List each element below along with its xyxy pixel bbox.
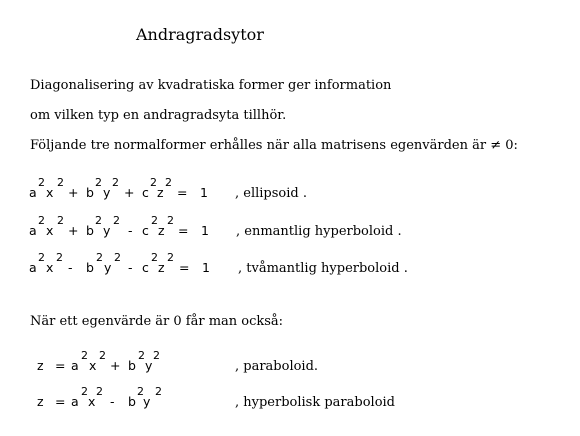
var-y: y <box>145 358 153 373</box>
exponent: 2 <box>165 176 172 189</box>
var-x: x <box>46 260 54 275</box>
surface-label: , ellipsoid . <box>235 186 307 201</box>
exponent: 2 <box>155 385 162 398</box>
exponent: 2 <box>113 214 120 227</box>
coef-c: c <box>142 260 149 275</box>
operator: - <box>68 260 73 275</box>
page-title: Andragradsytor <box>136 25 264 44</box>
equals-sign: = <box>179 260 190 275</box>
exponent: 2 <box>138 349 145 362</box>
operator: + <box>124 185 135 200</box>
rhs-value: 1 <box>201 223 209 238</box>
rhs-value: 1 <box>202 260 210 275</box>
var-x: x <box>46 223 54 238</box>
var-z: z <box>158 223 165 238</box>
var-y: y <box>103 185 111 200</box>
exponent: 2 <box>150 176 157 189</box>
exponent: 2 <box>57 176 64 189</box>
exponent: 2 <box>38 214 45 227</box>
coef-a: a <box>29 223 37 238</box>
exponent: 2 <box>38 251 45 264</box>
equals-sign: = <box>55 358 66 373</box>
coef-b: b <box>86 223 94 238</box>
operator: - <box>128 223 133 238</box>
operator: + <box>68 185 79 200</box>
exponent: 2 <box>114 251 121 264</box>
coef-b: b <box>86 260 94 275</box>
exponent: 2 <box>167 251 174 264</box>
var-z: z <box>37 358 44 373</box>
exponent: 2 <box>57 214 64 227</box>
zero-eigenvalue-text: När ett egenvärde är 0 får man också: <box>30 314 284 329</box>
coef-b: b <box>86 185 94 200</box>
var-x: x <box>89 358 97 373</box>
surface-label: , tvåmantlig hyperboloid . <box>238 261 408 276</box>
exponent: 2 <box>153 349 160 362</box>
var-z: z <box>37 394 44 409</box>
equals-sign: = <box>178 223 189 238</box>
coef-c: c <box>142 185 149 200</box>
var-x: x <box>88 394 96 409</box>
operator: + <box>110 358 121 373</box>
rhs-value: 1 <box>200 185 208 200</box>
var-z: z <box>158 260 165 275</box>
exponent: 2 <box>81 349 88 362</box>
operator: + <box>68 223 79 238</box>
exponent: 2 <box>137 385 144 398</box>
exponent: 2 <box>81 385 88 398</box>
var-y: y <box>104 260 112 275</box>
exponent: 2 <box>112 176 119 189</box>
exponent: 2 <box>99 349 106 362</box>
surface-label: , enmantlig hyperboloid . <box>236 224 402 239</box>
exponent: 2 <box>96 251 103 264</box>
exponent: 2 <box>151 251 158 264</box>
exponent: 2 <box>38 176 45 189</box>
coef-b: b <box>128 358 136 373</box>
exponent: 2 <box>167 214 174 227</box>
coef-a: a <box>71 394 79 409</box>
intro-line-1: Diagonalisering av kvadratiska former ger information <box>30 78 392 93</box>
equals-sign: = <box>55 394 66 409</box>
var-y: y <box>143 394 151 409</box>
var-x: x <box>46 185 54 200</box>
surface-label: , hyperbolisk paraboloid <box>235 395 396 410</box>
intro-line-3: Följande tre normalformer erhålles när alla matrisens egenvärden är ≠ 0: <box>30 138 518 153</box>
coef-a: a <box>71 358 79 373</box>
coef-b: b <box>128 394 136 409</box>
exponent: 2 <box>95 176 102 189</box>
exponent: 2 <box>95 214 102 227</box>
coef-a: a <box>29 260 37 275</box>
coef-a: a <box>29 185 37 200</box>
operator: - <box>110 394 115 409</box>
surface-label: , paraboloid. <box>235 359 319 374</box>
coef-c: c <box>142 223 149 238</box>
var-z: z <box>157 185 164 200</box>
exponent: 2 <box>151 214 158 227</box>
intro-line-2: om vilken typ en andragradsyta tillhör. <box>30 108 287 123</box>
exponent: 2 <box>56 251 63 264</box>
operator: - <box>128 260 133 275</box>
var-y: y <box>103 223 111 238</box>
exponent: 2 <box>96 385 103 398</box>
equals-sign: = <box>177 185 188 200</box>
